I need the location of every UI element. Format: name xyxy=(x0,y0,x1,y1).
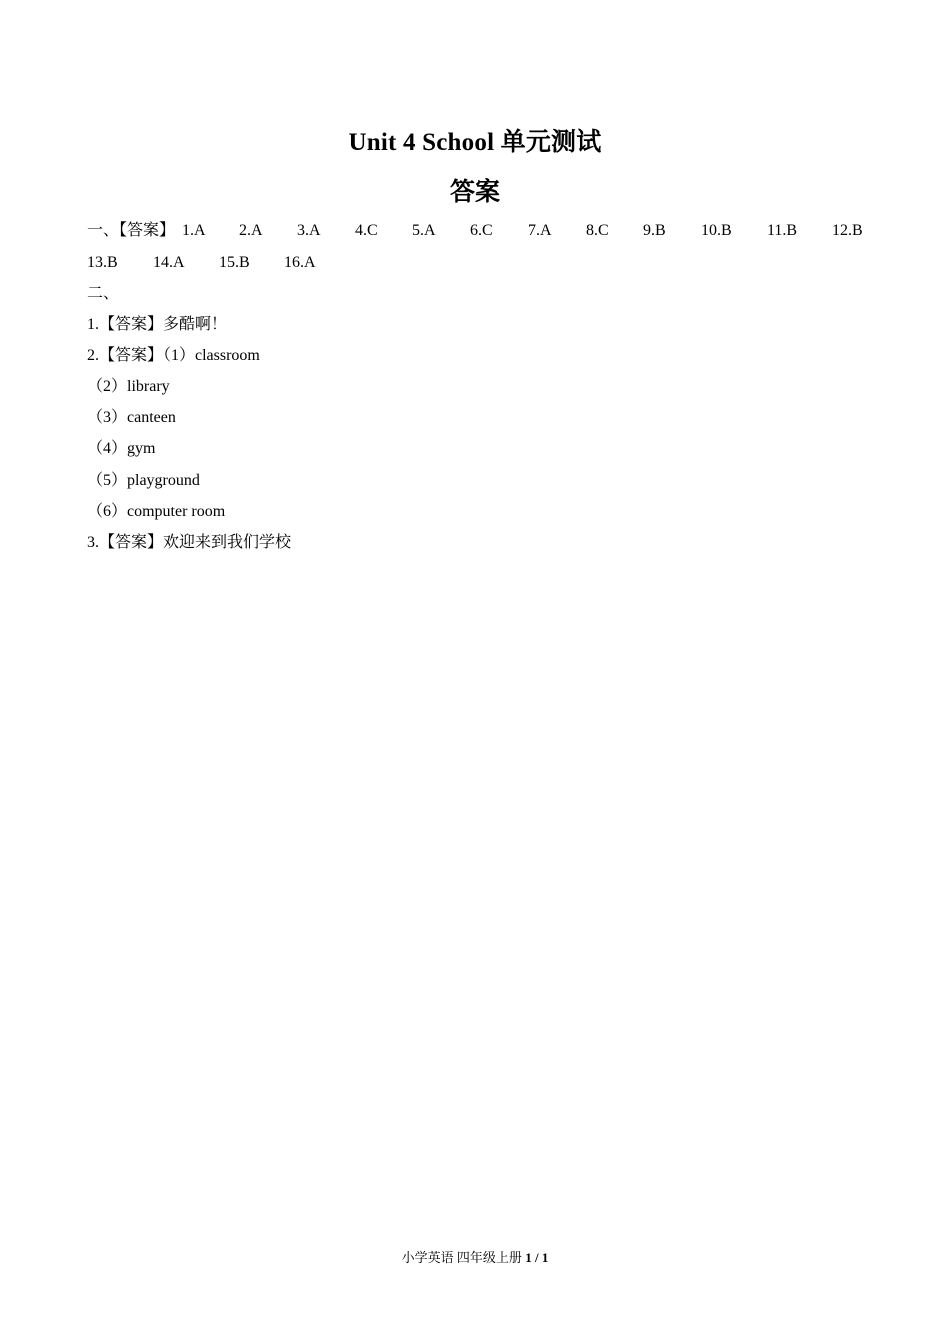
section2-q2-item: （4）gym xyxy=(87,440,156,457)
answer-6: 6.C xyxy=(470,222,493,239)
answer-7: 7.A xyxy=(528,222,552,239)
section2-q2-intro: 2.【答案】（1）classroom xyxy=(87,347,260,364)
section2-heading: 二、 xyxy=(87,285,120,302)
answer-9: 9.B xyxy=(643,222,666,239)
answer-2: 2.A xyxy=(239,222,263,239)
footer-page-total: 1 xyxy=(541,1250,549,1265)
answer-14: 14.A xyxy=(153,254,185,271)
page-footer xyxy=(0,1247,950,1266)
answer-15: 15.B xyxy=(219,254,250,271)
footer-page-number: 1 xyxy=(525,1250,532,1265)
footer-separator: / xyxy=(531,1250,542,1265)
section2-q3: 3.【答案】欢迎来到我们学校 xyxy=(87,534,292,551)
answer-10: 10.B xyxy=(701,222,732,239)
answer-4: 4.C xyxy=(355,222,378,239)
footer-text: 小学英语 四年级上册 xyxy=(401,1250,526,1265)
section2-q2-item: （5）playground xyxy=(87,472,200,489)
answer-1: 1.A xyxy=(182,222,206,239)
page-title: Unit 4 School 单元测试 xyxy=(348,129,602,156)
section2-q2-item: （6）computer room xyxy=(87,503,226,520)
page-subtitle: 答案 xyxy=(449,179,500,206)
section1-prefix: 一、【答案】 xyxy=(87,222,176,239)
answer-16: 16.A xyxy=(284,254,316,271)
section2-q1: 1.【答案】多酷啊！ xyxy=(87,316,228,333)
answer-5: 5.A xyxy=(412,222,436,239)
answer-11: 11.B xyxy=(767,222,798,239)
section2-q2-item: （3）canteen xyxy=(87,409,176,426)
answer-8: 8.C xyxy=(586,222,609,239)
answer-3: 3.A xyxy=(297,222,321,239)
answer-13: 13.B xyxy=(87,254,118,271)
section2-q2-item: （2）library xyxy=(87,378,170,395)
answer-12: 12.B xyxy=(832,222,863,239)
